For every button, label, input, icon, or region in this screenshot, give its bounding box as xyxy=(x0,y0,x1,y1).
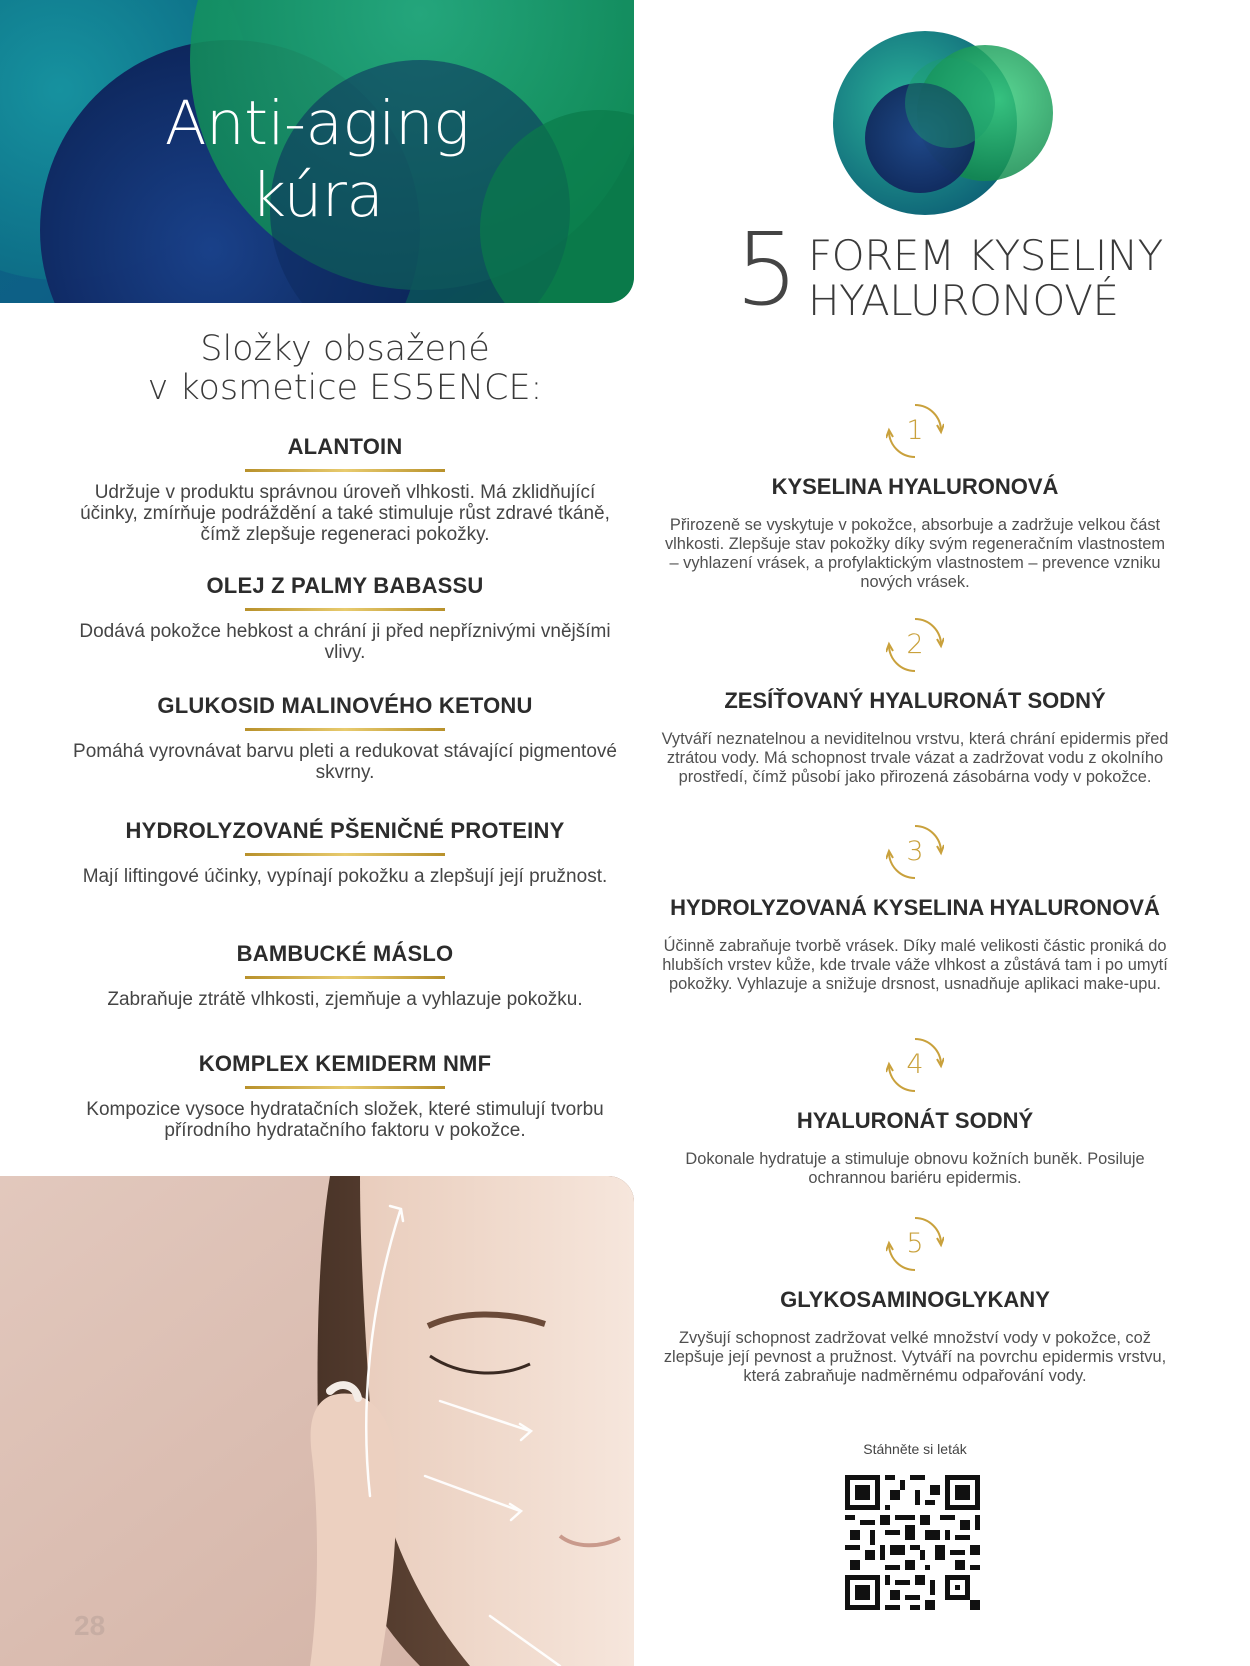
gold-divider xyxy=(245,976,445,979)
ingredient-text: Udržuje v produktu správnou úroveň vlhkosti. Má zklidňující účinky, zmírňuje podráždění a také stimuluje růst zdravé tkáně, čímž zlepšuje regeneraci pokožky. xyxy=(80,482,610,545)
number-badge xyxy=(886,402,944,460)
ingredient-title: ALANTOIN xyxy=(287,434,403,459)
ingredient-text: Kompozice vysoce hydratačních složek, které stimulují tvorbu přírodního hydratačního faktoru v pokožce. xyxy=(86,1099,604,1141)
hero-title-line2: kúra xyxy=(250,160,384,231)
gold-divider xyxy=(245,608,445,611)
ingredients-heading xyxy=(0,330,690,408)
number-badge xyxy=(886,616,944,674)
gold-divider xyxy=(245,728,445,731)
form-title: HYALURONÁT SODNÝ xyxy=(796,1108,1034,1133)
ingredient-title: BAMBUCKÉ MÁSLO xyxy=(236,941,454,966)
ingredient-wheat-proteins xyxy=(70,818,620,887)
hero-title xyxy=(0,88,634,232)
form-number: 1 xyxy=(906,415,924,446)
ingredient-title: GLUKOSID MALINOVÉHO KETONU xyxy=(157,693,533,718)
gold-divider xyxy=(245,853,445,856)
form-text: Zvyšují schopnost zadržovat velké množství vody v pokožce, což zlepšuje její pevnost a pružnost. Vytváří na povrchu epidermis vrstvu, která zabraňuje nadměrnému odpařování vody. xyxy=(663,1329,1167,1385)
form-number: 4 xyxy=(906,1049,924,1080)
ingredient-babassu-oil xyxy=(70,573,620,663)
form-item-1 xyxy=(660,402,1170,592)
page-number: 28 xyxy=(74,1610,106,1641)
gold-divider xyxy=(245,469,445,472)
form-number: 3 xyxy=(906,836,924,867)
forms-title xyxy=(808,233,1163,323)
hero-title-line1: Anti-aging xyxy=(164,88,470,159)
form-title: KYSELINA HYALURONOVÁ xyxy=(771,474,1059,499)
gold-divider xyxy=(245,1086,445,1089)
form-number: 2 xyxy=(906,629,924,660)
form-title: GLYKOSAMINOGLYKANY xyxy=(780,1287,1050,1312)
forms-title-line2: HYALURONOVÉ xyxy=(808,276,1119,325)
number-badge xyxy=(886,823,944,881)
form-item-4 xyxy=(660,1036,1170,1188)
qr-code[interactable] xyxy=(845,1475,980,1610)
ingredient-kemiderm-nmf xyxy=(70,1051,620,1141)
form-text: Přirozeně se vyskytuje v pokožce, absorbuje a zadržuje velkou část vlhkosti. Zlepšuje stav pokožky díky svým regeneračním vlastnostem – vyhlazení vrásek, a profylaktickým vlastnostem – prevence vzniku nových vrásek. xyxy=(664,516,1166,591)
ingredient-text: Zabraňuje ztrátě vlhkosti, zjemňuje a vyhlazuje pokožku. xyxy=(107,989,583,1010)
ingredient-text: Pomáhá vyrovnávat barvu pleti a redukovat stávající pigmentové skvrny. xyxy=(73,741,617,783)
ingredient-title: HYDROLYZOVANÉ PŠENIČNÉ PROTEINY xyxy=(125,818,565,843)
form-title: HYDROLYZOVANÁ KYSELINA HYALURONOVÁ xyxy=(670,895,1160,920)
form-text: Vytváří neznatelnou a neviditelnou vrstvu, která chrání epidermis před ztrátou vody. Má schopnost trvale vázat a zadržovat vodu z okolního prostředí, čímž působí jako přirozená zásobárna vody v pokožce. xyxy=(661,730,1169,786)
forms-title-line1: FOREM KYSELINY xyxy=(808,231,1163,280)
ingredient-title: OLEJ Z PALMY BABASSU xyxy=(206,573,484,598)
qr-label: Stáhněte si leták xyxy=(863,1441,967,1457)
form-number: 5 xyxy=(906,1228,924,1259)
hero-banner xyxy=(0,0,634,303)
ingredient-raspberry-ketone xyxy=(70,693,620,783)
five-number: 5 xyxy=(735,211,799,328)
form-title: ZESÍŤOVANÝ HYALURONÁT SODNÝ xyxy=(724,688,1106,713)
form-item-5 xyxy=(660,1215,1170,1386)
form-item-2 xyxy=(660,616,1170,787)
form-text: Dokonale hydratuje a stimuluje obnovu kožních buněk. Posiluje ochrannou bariéru epidermis. xyxy=(685,1150,1145,1187)
ingredient-text: Mají liftingové účinky, vypínají pokožku a zlepšují její pružnost. xyxy=(82,866,608,887)
ingredient-text: Dodává pokožce hebkost a chrání ji před nepříznivými vnějšími vlivy. xyxy=(79,621,611,663)
form-text: Účinně zabraňuje tvorbě vrásek. Díky malé velikosti částic proniká do hlubších vrstev kůže, kde trvale váže vlhkost a zůstává tam i po umytí pokožky. Vyhlazuje a snižuje drsnost, usnadňuje aplikaci make-upu. xyxy=(662,937,1168,993)
ingredient-alantoin xyxy=(70,434,620,545)
form-item-3 xyxy=(660,823,1170,994)
face-illustration xyxy=(0,1176,634,1666)
ingredients-heading-line1: Složky obsažené xyxy=(200,329,490,369)
hyaluronic-orb-graphic xyxy=(825,28,1055,218)
number-badge xyxy=(886,1036,944,1094)
ingredients-heading-line2: v kosmetice ES5ENCE: xyxy=(147,368,543,408)
number-badge xyxy=(886,1215,944,1273)
model-face-photo xyxy=(0,1176,634,1666)
ingredient-shea-butter xyxy=(70,941,620,1010)
ingredient-title: KOMPLEX KEMIDERM NMF xyxy=(198,1051,492,1076)
